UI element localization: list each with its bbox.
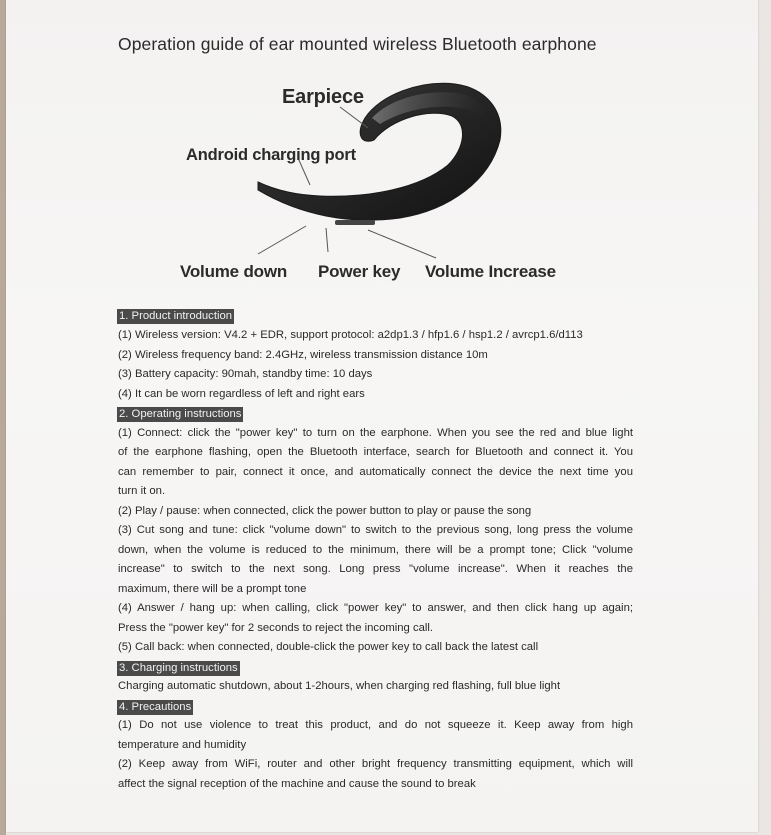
text-line: can remember to pair, connect it once, and automatically connect the device the next time you bbox=[118, 465, 633, 478]
text-line: Charging automatic shutdown, about 1-2hours, when charging red flashing, full blue light bbox=[118, 680, 561, 692]
text-line: of the earphone flashing, open the Bluetooth interface, search for Bluetooth and connect it. You bbox=[118, 446, 633, 458]
text-line: (1) Connect: click the "power key" to turn on the earphone. When you see the red and blue light bbox=[118, 426, 633, 439]
label-volume-down: Volume down bbox=[180, 262, 288, 281]
text-line: (3) Battery capacity: 90mah, standby time: 10 days bbox=[118, 368, 373, 380]
section-heading: 3. Charging instructions bbox=[119, 661, 238, 674]
text-line: (5) Call back: when connected, double-click the power key to call back the latest call bbox=[118, 641, 539, 653]
text-line: (1) Do not use violence to treat this product, and do not squeeze it. Keep away from high bbox=[118, 719, 633, 731]
volume-down-leader bbox=[258, 226, 306, 254]
text-line: turn it on. bbox=[118, 485, 166, 497]
label-volume-increase: Volume Increase bbox=[425, 262, 556, 281]
label-earpiece: Earpiece bbox=[282, 86, 364, 108]
earphone-illustration bbox=[0, 0, 771, 300]
section-heading: 4. Precautions bbox=[119, 700, 192, 713]
text-line: down, when the volume is reduced to the minimum, there will be a prompt tone; Click "volume bbox=[118, 543, 633, 556]
section-heading: 1. Product introduction bbox=[119, 310, 233, 322]
text-line: increase" to switch to the next song. Long press "volume increase". When it reaches the bbox=[118, 563, 633, 575]
document-title: Operation guide of ear mounted wireless Bluetooth earphone bbox=[118, 34, 597, 54]
text-line: (2) Keep away from WiFi, router and other bright frequency transmitting equipment, which will bbox=[118, 758, 633, 770]
section-heading: 2. Operating instructions bbox=[119, 408, 242, 420]
earphone-diagram bbox=[0, 0, 771, 300]
text-line: (1) Wireless version: V4.2 + EDR, support protocol: a2dp1.3 / hfp1.6 / hsp1.2 / avrcp1.6/d113 bbox=[118, 329, 583, 341]
text-line: temperature and humidity bbox=[118, 738, 247, 751]
text-line: (4) Answer / hang up: when calling, click "power key" to answer, and then click hang up again; bbox=[118, 602, 633, 614]
text-line: affect the signal reception of the machine and cause the sound to break bbox=[118, 777, 476, 790]
text-line: maximum, there will be a prompt tone bbox=[118, 582, 307, 595]
button-strip bbox=[335, 220, 375, 225]
volume-increase-leader bbox=[368, 230, 436, 258]
label-charging-port: Android charging port bbox=[186, 146, 356, 164]
text-line: (2) Play / pause: when connected, click the power button to play or pause the song bbox=[118, 504, 532, 517]
text-line: (2) Wireless frequency band: 2.4GHz, wireless transmission distance 10m bbox=[118, 348, 488, 361]
earpiece-leader bbox=[340, 107, 368, 128]
text-line: (4) It can be worn regardless of left and right ears bbox=[118, 387, 365, 400]
label-power-key: Power key bbox=[318, 262, 401, 281]
text-line: (3) Cut song and tune: click "volume down" to switch to the previous song, long press the volume bbox=[118, 524, 633, 536]
power-key-leader bbox=[326, 228, 328, 252]
text-line: Press the "power key" for 2 seconds to reject the incoming call. bbox=[118, 621, 434, 634]
